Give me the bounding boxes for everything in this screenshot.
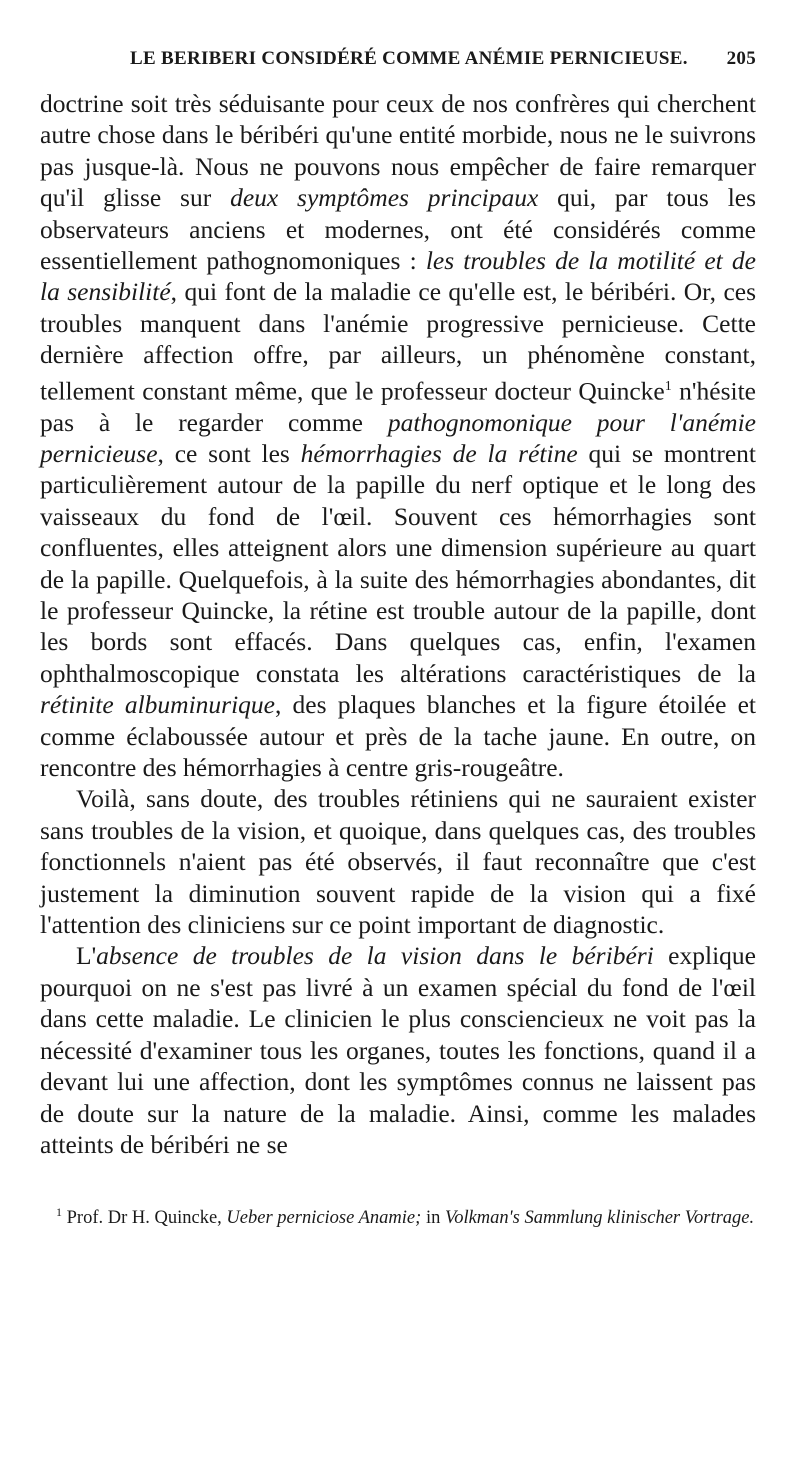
paragraph-3: L'absence de troubles de la vision dans le béribéri explique pourquoi on ne s'est pas livré à un examen spécial du fond de l'œil dans cette maladie. Le clinicien le plus consciencieux ne voit pas la nécessité d'examiner tous les organes, toutes les fonctions, quand il a devant lui une affection, dont les symptômes connus ne laissent pas de doute sur la nature de la maladie. Ainsi, comme les malades atteints de béribéri ne se: [40, 941, 756, 1159]
running-header: [40, 48, 756, 88]
body-text: [40, 88, 756, 1160]
paragraph-2: Voilà, sans doute, des troubles rétiniens qui ne sauraient exister sans troubles de la vision, et quoique, dans quelques cas, des troubles fonctionnels n'aient pas été observés, il faut reconnaître que c'est justement la diminution souvent rapide de la vision qui a fixé l'attention des cliniciens sur ce point important de diagnostic.: [40, 784, 756, 940]
paragraph-1: doctrine soit très séduisante pour ceux de nos confrères qui cherchent autre chose dans le béribéri qu'une entité morbide, nous ne le suivrons pas jusque-là. Nous ne pouvons nous empêcher de faire remarquer qu'il glisse sur deux symptômes principaux qui, par tous les observateurs anciens et modernes, ont été considérés comme essentiellement pathognomoniques : les troubles de la motilité et de la sensibilité, qui font de la maladie ce qu'elle est, le béribéri. Or, ces troubles manquent dans l'anémie progressive pernicieuse. Cette dernière affection offre, par ailleurs, un phénomène constant, tellement constant même, que le professeur docteur Quincke$^1$ n'hésite pas à le regarder comme pathognomonique pour l'anémie pernicieuse, ce sont les hémorrhagies de la rétine qui se montrent particulièrement autour de la papille du nerf optique et le long des vaisseaux du fond de l'œil. Souvent ces hémorrhagies sont confluentes, elles atteignent alors une dimension supérieure au quart de la papille. Quelquefois, à la suite des hémorrhagies abondantes, dit le professeur Quincke, la rétine est trouble autour de la papille, dont les bords sont effacés. Dans quelques cas, enfin, l'examen ophthalmoscopique constata les altérations caractéristiques de la rétinite albuminurique, des plaques blanches et la figure étoilée et comme éclaboussée autour et près de la tache jaune. En outre, on rencontre des hémorrhagies à centre gris-rougeâtre.: [40, 89, 757, 783]
footnote-mark: 1: [56, 1205, 62, 1220]
footnote-spacer: [40, 1160, 756, 1200]
footnote: $^1$ Prof. Dr H. Quincke, Ueber perniciose Anamie; in Volkman's Sammlung klinischer Vortrage.: [56, 1205, 755, 1229]
running-title: LE BERIBERI CONSIDÉRÉ COMME ANÉMIE PERNICIEUSE.: [130, 48, 688, 69]
book-page: [40, 48, 756, 1230]
footnote-reference: 1: [664, 378, 672, 394]
page-number: 205: [726, 48, 756, 69]
